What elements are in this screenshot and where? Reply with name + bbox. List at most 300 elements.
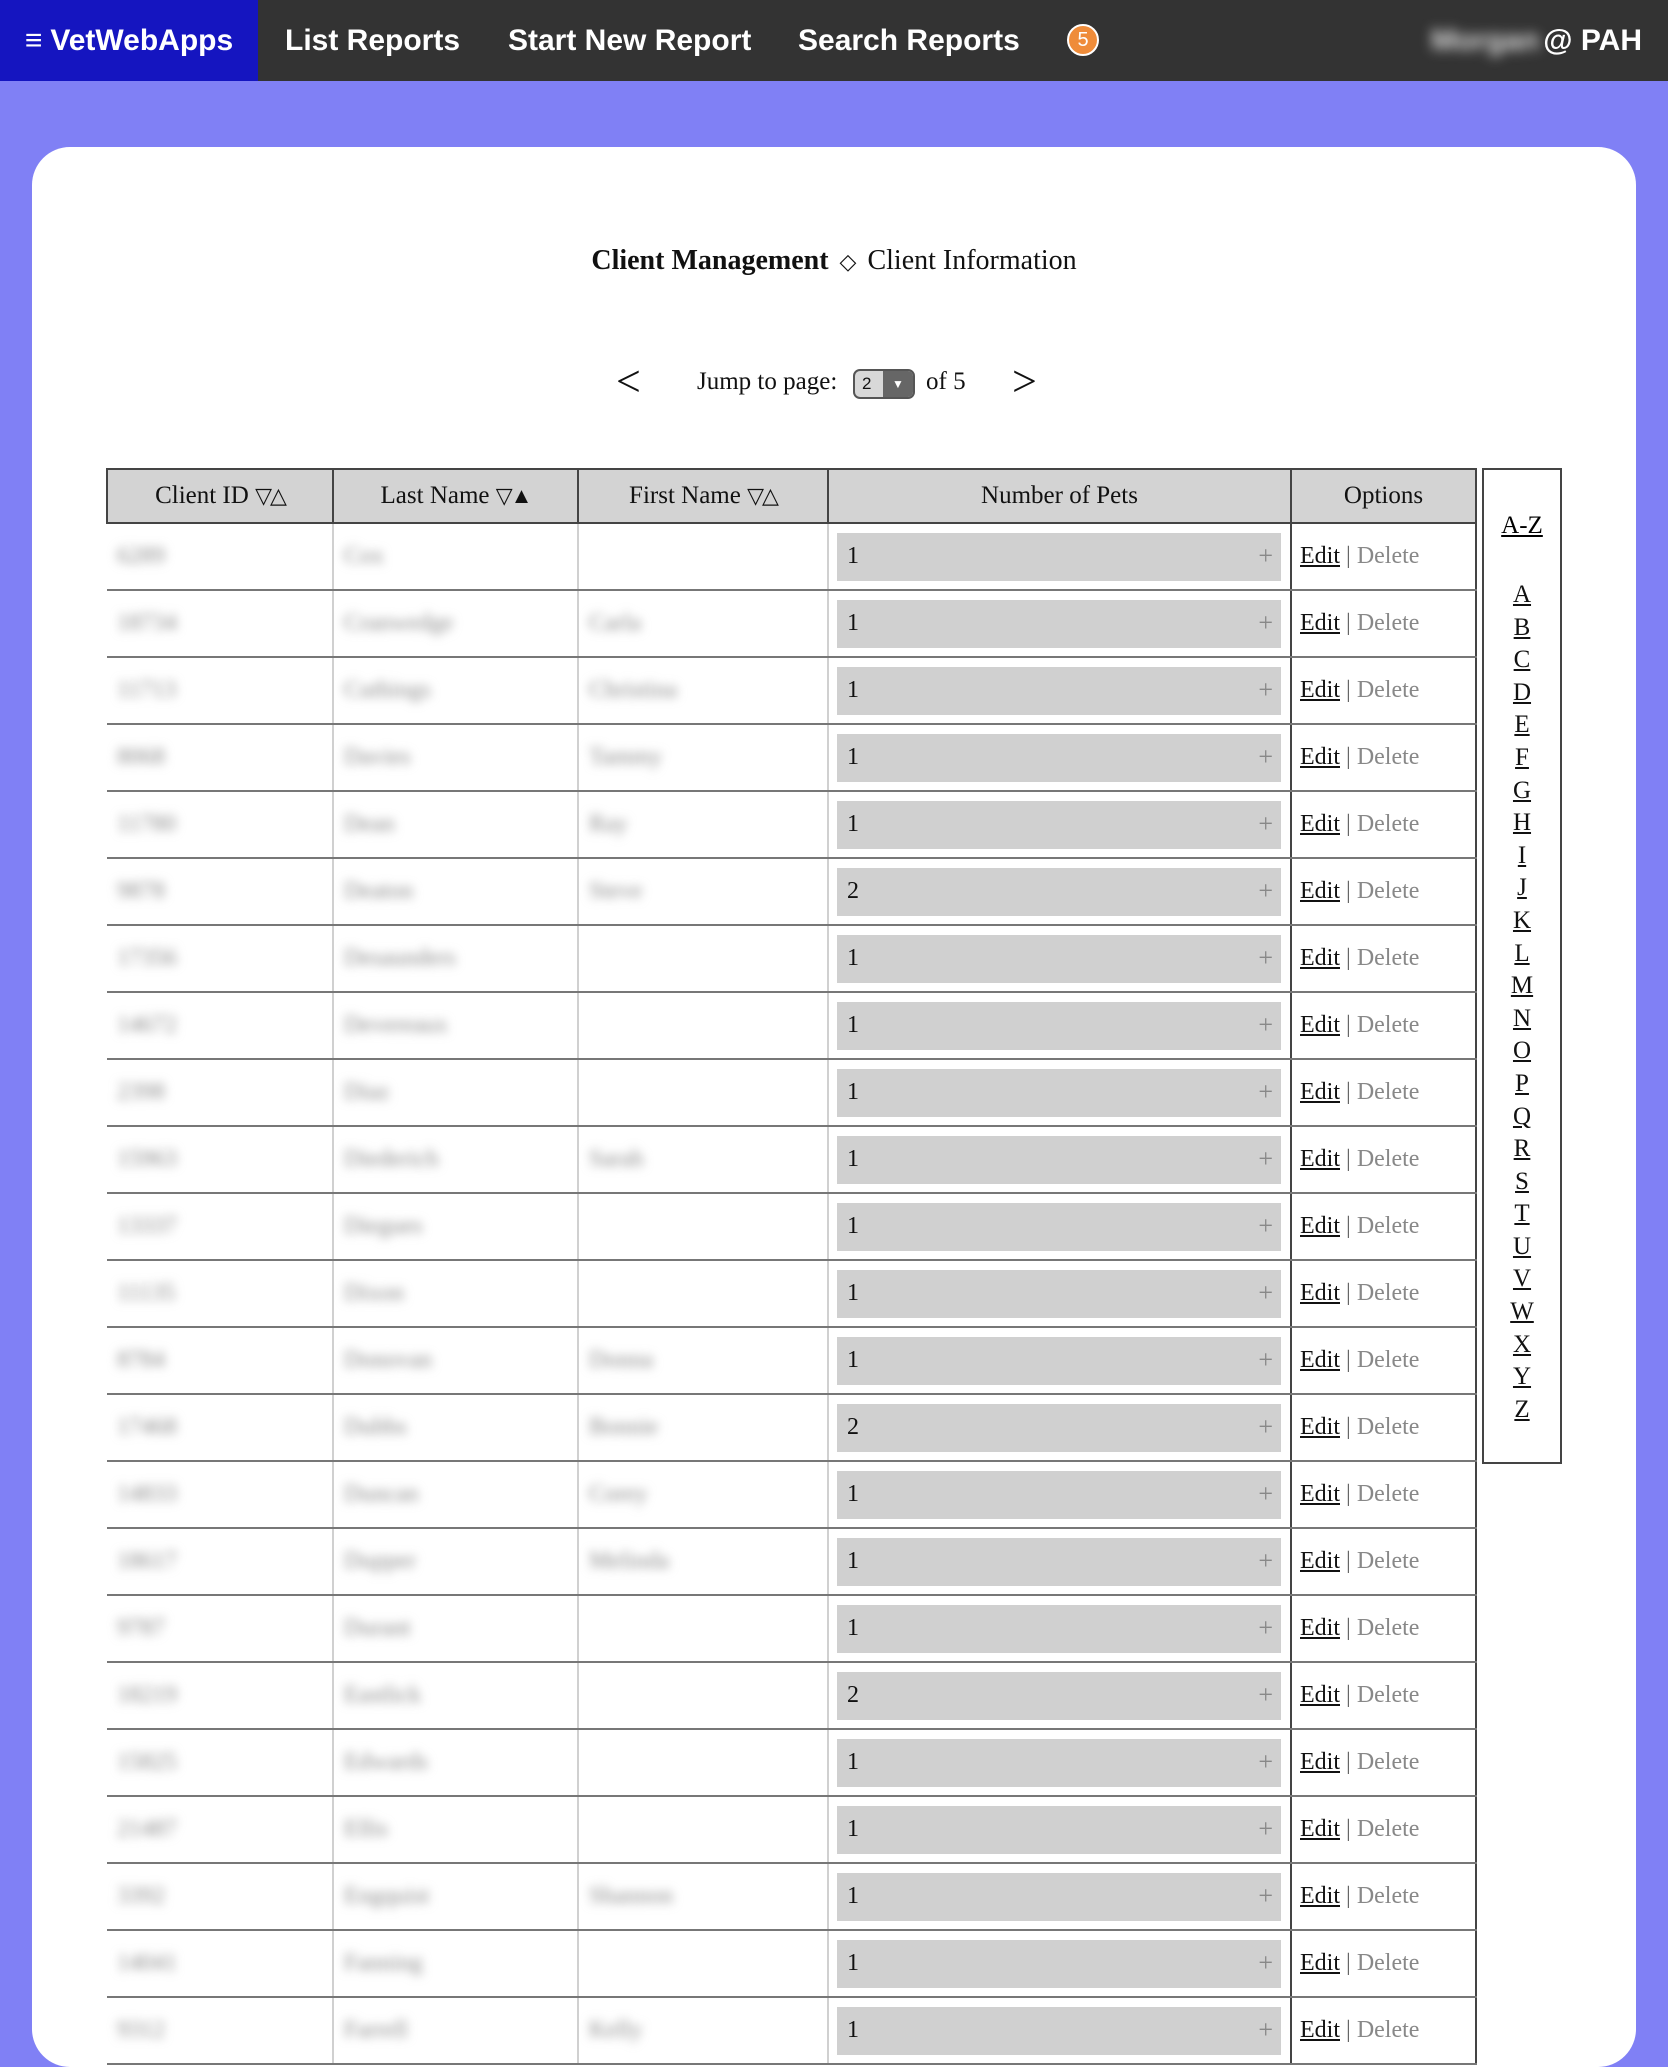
cell-first-name	[578, 791, 828, 858]
pets-expander[interactable]	[837, 1337, 1281, 1385]
last-name: Edwards	[344, 1749, 428, 1775]
cell-number-of-pets	[828, 1327, 1291, 1394]
edit-link[interactable]: Edit	[1300, 811, 1340, 837]
alphabet-letter-k[interactable]: K	[1512, 906, 1532, 934]
cell-client-id	[107, 1796, 333, 1863]
delete-link[interactable]: Delete	[1356, 610, 1420, 636]
cell-number-of-pets	[828, 992, 1291, 1059]
edit-link[interactable]: Edit	[1300, 1615, 1340, 1641]
pets-expander[interactable]	[837, 935, 1281, 983]
delete-link[interactable]: Delete	[1356, 1213, 1420, 1239]
last-name: Diederich	[344, 1146, 439, 1172]
last-name: Dubbs	[344, 1414, 407, 1440]
first-name: Ray	[589, 811, 628, 837]
expand-plus-icon[interactable]: +	[1258, 808, 1273, 838]
expand-plus-icon[interactable]: +	[1258, 1344, 1273, 1374]
cell-number-of-pets	[828, 1662, 1291, 1729]
cell-options	[1291, 590, 1476, 657]
page-select[interactable]	[853, 369, 915, 399]
options-separator: |	[1346, 1816, 1351, 1842]
edit-link[interactable]: Edit	[1300, 1280, 1340, 1306]
pet-count: 1	[847, 1748, 859, 1775]
cell-last-name	[333, 1528, 578, 1595]
next-page-button[interactable]: >	[1012, 357, 1037, 406]
cell-number-of-pets	[828, 1461, 1291, 1528]
cell-client-id	[107, 992, 333, 1059]
client-id: 17468	[117, 1414, 177, 1440]
cell-first-name	[578, 1863, 828, 1930]
delete-link[interactable]: Delete	[1356, 1079, 1420, 1105]
delete-link[interactable]: Delete	[1356, 1414, 1420, 1440]
delete-link[interactable]: Delete	[1356, 1347, 1420, 1373]
first-name: Sarah	[589, 1146, 644, 1172]
delete-link[interactable]: Delete	[1356, 1548, 1420, 1574]
cell-last-name	[333, 1193, 578, 1260]
alphabet-letter-v[interactable]: V	[1512, 1265, 1532, 1293]
options-separator: |	[1346, 1213, 1351, 1239]
alphabet-all-link[interactable]: A-Z	[1501, 512, 1543, 539]
options-separator: |	[1346, 1481, 1351, 1507]
last-name: Cuthings	[344, 677, 431, 703]
cell-client-id	[107, 791, 333, 858]
pets-expander[interactable]	[837, 533, 1281, 581]
options-separator: |	[1346, 1280, 1351, 1306]
cell-client-id	[107, 1126, 333, 1193]
options-separator: |	[1346, 2017, 1351, 2043]
expand-plus-icon[interactable]: +	[1258, 1411, 1273, 1441]
expand-plus-icon[interactable]: +	[1258, 674, 1273, 704]
cell-client-id	[107, 1528, 333, 1595]
notification-badge[interactable]: 5	[1067, 24, 1099, 56]
first-name: Carla	[589, 610, 641, 636]
alphabet-letter-b[interactable]: B	[1513, 613, 1531, 641]
alphabet-letter-w[interactable]: W	[1510, 1298, 1534, 1326]
table-row	[107, 590, 1476, 657]
last-name: Dupper	[344, 1548, 416, 1574]
alphabet-letter-r[interactable]: R	[1513, 1135, 1531, 1163]
last-name: Durant	[344, 1615, 411, 1641]
edit-link[interactable]: Edit	[1300, 1414, 1340, 1440]
cell-options	[1291, 724, 1476, 791]
last-name: Deaton	[344, 878, 414, 904]
cell-first-name	[578, 1193, 828, 1260]
cell-number-of-pets	[828, 1528, 1291, 1595]
edit-link[interactable]: Edit	[1300, 1146, 1340, 1172]
expand-plus-icon[interactable]: +	[1258, 1277, 1273, 1307]
previous-page-button[interactable]: <	[616, 357, 641, 406]
pet-count: 1	[847, 609, 859, 636]
expand-plus-icon[interactable]: +	[1258, 1210, 1273, 1240]
cell-options	[1291, 791, 1476, 858]
table-row	[107, 1059, 1476, 1126]
table-row	[107, 992, 1476, 1059]
options-separator: |	[1346, 610, 1351, 636]
edit-link[interactable]: Edit	[1300, 1749, 1340, 1775]
client-id: 9312	[117, 2017, 165, 2043]
pagination	[0, 357, 1668, 410]
alphabet-letter-n[interactable]: N	[1512, 1004, 1532, 1032]
sort-arrows-icon[interactable]: ▽△	[747, 483, 777, 508]
last-name: Cranwedge	[344, 610, 454, 636]
first-name: Donna	[589, 1347, 653, 1373]
cell-options	[1291, 1059, 1476, 1126]
delete-link[interactable]: Delete	[1356, 1280, 1420, 1306]
expand-plus-icon[interactable]: +	[1258, 1813, 1273, 1843]
user-location: @ PAH	[1543, 23, 1642, 57]
alphabet-letter-u[interactable]: U	[1512, 1232, 1532, 1260]
pets-expander[interactable]	[837, 1940, 1281, 1988]
edit-link[interactable]: Edit	[1300, 543, 1340, 569]
table-row	[107, 1126, 1476, 1193]
cell-options	[1291, 1461, 1476, 1528]
cell-number-of-pets	[828, 1394, 1291, 1461]
alphabet-letter-o[interactable]: O	[1512, 1037, 1532, 1065]
options-separator: |	[1346, 543, 1351, 569]
alphabet-letter-c[interactable]: C	[1513, 646, 1531, 674]
edit-link[interactable]: Edit	[1300, 677, 1340, 703]
table-row	[107, 1662, 1476, 1729]
nav-search-reports[interactable]: Search Reports	[798, 23, 1020, 57]
pet-count: 1	[847, 1882, 859, 1909]
delete-link[interactable]: Delete	[1356, 744, 1420, 770]
cell-client-id	[107, 724, 333, 791]
cell-last-name	[333, 1126, 578, 1193]
client-id: 15825	[117, 1749, 177, 1775]
pet-count: 1	[847, 1078, 859, 1105]
expand-plus-icon[interactable]: +	[1258, 1679, 1273, 1709]
jump-to-page-label: Jump to page:	[697, 368, 838, 395]
edit-link[interactable]: Edit	[1300, 1213, 1340, 1239]
alphabet-letter-j[interactable]: J	[1517, 874, 1527, 902]
client-id: 17356	[117, 945, 177, 971]
cell-client-id	[107, 925, 333, 992]
delete-link[interactable]: Delete	[1356, 811, 1420, 837]
client-id: 11713	[117, 677, 177, 703]
pets-expander[interactable]	[837, 1203, 1281, 1251]
client-id: 9787	[117, 1615, 165, 1641]
column-header-first-name[interactable]	[578, 469, 828, 523]
edit-link[interactable]: Edit	[1300, 1883, 1340, 1909]
cell-last-name	[333, 1662, 578, 1729]
cell-options	[1291, 1729, 1476, 1796]
alphabet-letter-d[interactable]: D	[1512, 678, 1532, 706]
alphabet-letter-s[interactable]: S	[1515, 1167, 1529, 1195]
alphabet-letter-m[interactable]: M	[1510, 972, 1534, 1000]
cell-last-name	[333, 1394, 578, 1461]
expand-plus-icon[interactable]: +	[1258, 1947, 1273, 1977]
last-name: Diaz	[344, 1079, 390, 1105]
options-separator: |	[1346, 811, 1351, 837]
brand-menu-button[interactable]	[0, 0, 258, 81]
pets-expander[interactable]	[837, 1002, 1281, 1050]
expand-plus-icon[interactable]: +	[1258, 2014, 1273, 2044]
client-id: 14672	[117, 1012, 177, 1038]
client-id: 14041	[117, 1950, 177, 1976]
nav-list-reports[interactable]: List Reports	[285, 23, 461, 57]
cell-client-id	[107, 1461, 333, 1528]
pets-expander[interactable]	[837, 734, 1281, 782]
table-row	[107, 1461, 1476, 1528]
table-row	[107, 1997, 1476, 2064]
client-id: 9878	[117, 878, 165, 904]
alphabet-letter-y[interactable]: Y	[1512, 1363, 1532, 1391]
cell-options	[1291, 1260, 1476, 1327]
delete-link[interactable]: Delete	[1356, 1682, 1420, 1708]
cell-first-name	[578, 1059, 828, 1126]
options-separator: |	[1346, 878, 1351, 904]
cell-client-id	[107, 1863, 333, 1930]
options-separator: |	[1346, 1682, 1351, 1708]
edit-link[interactable]: Edit	[1300, 878, 1340, 904]
pets-expander[interactable]	[837, 1538, 1281, 1586]
table-row	[107, 1394, 1476, 1461]
pet-count: 2	[847, 1681, 859, 1708]
cell-client-id	[107, 1997, 333, 2064]
expand-plus-icon[interactable]: +	[1258, 607, 1273, 637]
cell-last-name	[333, 1260, 578, 1327]
edit-link[interactable]: Edit	[1300, 945, 1340, 971]
pet-count: 1	[847, 810, 859, 837]
edit-link[interactable]: Edit	[1300, 2017, 1340, 2043]
pets-expander[interactable]	[837, 1404, 1281, 1452]
cell-last-name	[333, 992, 578, 1059]
alphabet-letter-x[interactable]: X	[1512, 1330, 1532, 1358]
table-row	[107, 925, 1476, 992]
cell-options	[1291, 1662, 1476, 1729]
client-table	[106, 468, 1477, 2065]
cell-options	[1291, 992, 1476, 1059]
sort-arrows-icon[interactable]: ▽▲	[495, 483, 531, 508]
pet-count: 1	[847, 676, 859, 703]
client-id: 18219	[117, 1682, 177, 1708]
edit-link[interactable]: Edit	[1300, 1816, 1340, 1842]
options-separator: |	[1346, 1749, 1351, 1775]
cell-number-of-pets	[828, 925, 1291, 992]
edit-link[interactable]: Edit	[1300, 610, 1340, 636]
cell-client-id	[107, 1394, 333, 1461]
cell-first-name	[578, 657, 828, 724]
sort-arrows-icon[interactable]: ▽△	[255, 483, 285, 508]
pets-expander[interactable]	[837, 1806, 1281, 1854]
cell-options	[1291, 1796, 1476, 1863]
edit-link[interactable]: Edit	[1300, 1012, 1340, 1038]
edit-link[interactable]: Edit	[1300, 744, 1340, 770]
breadcrumb	[0, 245, 1668, 277]
delete-link[interactable]: Delete	[1356, 1481, 1420, 1507]
last-name: Davies	[344, 744, 411, 770]
last-name: Fanning	[344, 1950, 423, 1976]
expand-plus-icon[interactable]: +	[1258, 540, 1273, 570]
expand-plus-icon[interactable]: +	[1258, 741, 1273, 771]
cell-number-of-pets	[828, 1193, 1291, 1260]
cell-number-of-pets	[828, 1796, 1291, 1863]
pets-expander[interactable]	[837, 667, 1281, 715]
pets-expander[interactable]	[837, 1069, 1281, 1117]
client-id: 18617	[117, 1548, 177, 1574]
client-id: 8068	[117, 744, 165, 770]
delete-link[interactable]: Delete	[1356, 543, 1420, 569]
cell-number-of-pets	[828, 1059, 1291, 1126]
expand-plus-icon[interactable]: +	[1258, 1478, 1273, 1508]
expand-plus-icon[interactable]: +	[1258, 1612, 1273, 1642]
edit-link[interactable]: Edit	[1300, 1682, 1340, 1708]
column-header-client-id[interactable]	[107, 469, 333, 523]
header-label: First Name	[629, 482, 741, 509]
cell-first-name	[578, 523, 828, 590]
first-name: Melinda	[589, 1548, 669, 1574]
expand-plus-icon[interactable]: +	[1258, 1746, 1273, 1776]
last-name: Farrell	[344, 2017, 408, 2043]
pets-expander[interactable]	[837, 1605, 1281, 1653]
pet-count: 2	[847, 877, 859, 904]
delete-link[interactable]: Delete	[1356, 945, 1420, 971]
table-row	[107, 523, 1476, 590]
delete-link[interactable]: Delete	[1356, 1749, 1420, 1775]
alphabet-letter-t[interactable]: T	[1514, 1200, 1530, 1228]
expand-plus-icon[interactable]: +	[1258, 875, 1273, 905]
client-id: 6289	[117, 543, 165, 569]
pet-count: 1	[847, 1480, 859, 1507]
pet-count: 1	[847, 944, 859, 971]
alphabet-letter-z[interactable]: Z	[1514, 1395, 1530, 1423]
cell-first-name	[578, 1528, 828, 1595]
client-id: 13337	[117, 1213, 177, 1239]
cell-client-id	[107, 1193, 333, 1260]
header-label: Last Name	[380, 482, 490, 509]
cell-number-of-pets	[828, 1260, 1291, 1327]
cell-options	[1291, 1394, 1476, 1461]
delete-link[interactable]: Delete	[1356, 1950, 1420, 1976]
edit-link[interactable]: Edit	[1300, 1548, 1340, 1574]
options-separator: |	[1346, 1012, 1351, 1038]
expand-plus-icon[interactable]: +	[1258, 1880, 1273, 1910]
table-row	[107, 724, 1476, 791]
pets-expander[interactable]	[837, 1136, 1281, 1184]
cell-last-name	[333, 1461, 578, 1528]
client-id: 21487	[117, 1816, 177, 1842]
delete-link[interactable]: Delete	[1356, 1883, 1420, 1909]
delete-link[interactable]: Delete	[1356, 677, 1420, 703]
cell-number-of-pets	[828, 1595, 1291, 1662]
cell-client-id	[107, 858, 333, 925]
alphabet-letter-q[interactable]: Q	[1512, 1102, 1532, 1130]
cell-last-name	[333, 858, 578, 925]
table-row	[107, 1193, 1476, 1260]
edit-link[interactable]: Edit	[1300, 1079, 1340, 1105]
pets-expander[interactable]	[837, 1672, 1281, 1720]
delete-link[interactable]: Delete	[1356, 1816, 1420, 1842]
cell-client-id	[107, 1595, 333, 1662]
cell-number-of-pets	[828, 1863, 1291, 1930]
expand-plus-icon[interactable]: +	[1258, 942, 1273, 972]
cell-first-name	[578, 1394, 828, 1461]
alphabet-letter-p[interactable]: P	[1515, 1069, 1529, 1097]
cell-last-name	[333, 1595, 578, 1662]
column-header-options: Options	[1291, 469, 1476, 523]
column-header-pets: Number of Pets	[828, 469, 1291, 523]
cell-last-name	[333, 1327, 578, 1394]
last-name: Duncan	[344, 1481, 419, 1507]
expand-plus-icon[interactable]: +	[1258, 1545, 1273, 1575]
column-header-last-name[interactable]	[333, 469, 578, 523]
edit-link[interactable]: Edit	[1300, 1347, 1340, 1373]
pet-count: 1	[847, 1614, 859, 1641]
options-separator: |	[1346, 1347, 1351, 1373]
breadcrumb-client-management[interactable]: Client Management	[591, 245, 829, 276]
expand-plus-icon[interactable]: +	[1258, 1009, 1273, 1039]
cell-first-name	[578, 992, 828, 1059]
alphabet-letter-e[interactable]: E	[1514, 711, 1530, 739]
cell-last-name	[333, 1729, 578, 1796]
cell-number-of-pets	[828, 1930, 1291, 1997]
pet-count: 1	[847, 542, 859, 569]
delete-link[interactable]: Delete	[1356, 878, 1420, 904]
cell-number-of-pets	[828, 791, 1291, 858]
options-separator: |	[1346, 1414, 1351, 1440]
table-row	[107, 791, 1476, 858]
cell-options	[1291, 1193, 1476, 1260]
pet-count: 1	[847, 1815, 859, 1842]
cell-client-id	[107, 1059, 333, 1126]
alphabet-letter-f[interactable]: F	[1515, 743, 1529, 771]
pets-expander[interactable]	[837, 801, 1281, 849]
last-name: Desaunders	[344, 945, 456, 971]
pets-expander[interactable]	[837, 1471, 1281, 1519]
delete-link[interactable]: Delete	[1356, 1146, 1420, 1172]
table-header-row	[107, 469, 1476, 523]
table-row	[107, 1796, 1476, 1863]
cell-client-id	[107, 590, 333, 657]
cell-client-id	[107, 657, 333, 724]
options-separator: |	[1346, 945, 1351, 971]
pets-expander[interactable]	[837, 1739, 1281, 1787]
delete-link[interactable]: Delete	[1356, 2017, 1420, 2043]
pets-expander[interactable]	[837, 868, 1281, 916]
cell-first-name	[578, 1729, 828, 1796]
alphabet-letters	[1484, 579, 1560, 1426]
cell-first-name	[578, 1930, 828, 1997]
alphabet-letter-g[interactable]: G	[1512, 776, 1532, 804]
pets-expander[interactable]	[837, 1270, 1281, 1318]
nav-start-new-report[interactable]: Start New Report	[508, 23, 752, 57]
cell-number-of-pets	[828, 590, 1291, 657]
cell-first-name	[578, 925, 828, 992]
expand-plus-icon[interactable]: +	[1258, 1076, 1273, 1106]
alphabet-letter-l[interactable]: L	[1514, 939, 1530, 967]
pets-expander[interactable]	[837, 600, 1281, 648]
options-separator: |	[1346, 1146, 1351, 1172]
client-id: 8784	[117, 1347, 165, 1373]
cell-number-of-pets	[828, 1729, 1291, 1796]
cell-number-of-pets	[828, 523, 1291, 590]
edit-link[interactable]: Edit	[1300, 1481, 1340, 1507]
pets-expander[interactable]	[837, 1873, 1281, 1921]
user-account-menu[interactable]	[1431, 0, 1642, 81]
alphabet-letter-i[interactable]: I	[1517, 841, 1527, 869]
pets-expander[interactable]	[837, 2007, 1281, 2055]
table-row	[107, 1260, 1476, 1327]
first-name: Corey	[589, 1481, 648, 1507]
edit-link[interactable]: Edit	[1300, 1950, 1340, 1976]
delete-link[interactable]: Delete	[1356, 1012, 1420, 1038]
options-separator: |	[1346, 1950, 1351, 1976]
cell-options	[1291, 1930, 1476, 1997]
cell-number-of-pets	[828, 1997, 1291, 2064]
alphabet-letter-a[interactable]: A	[1512, 581, 1532, 608]
alphabet-letter-h[interactable]: H	[1512, 809, 1532, 837]
expand-plus-icon[interactable]: +	[1258, 1143, 1273, 1173]
delete-link[interactable]: Delete	[1356, 1615, 1420, 1641]
